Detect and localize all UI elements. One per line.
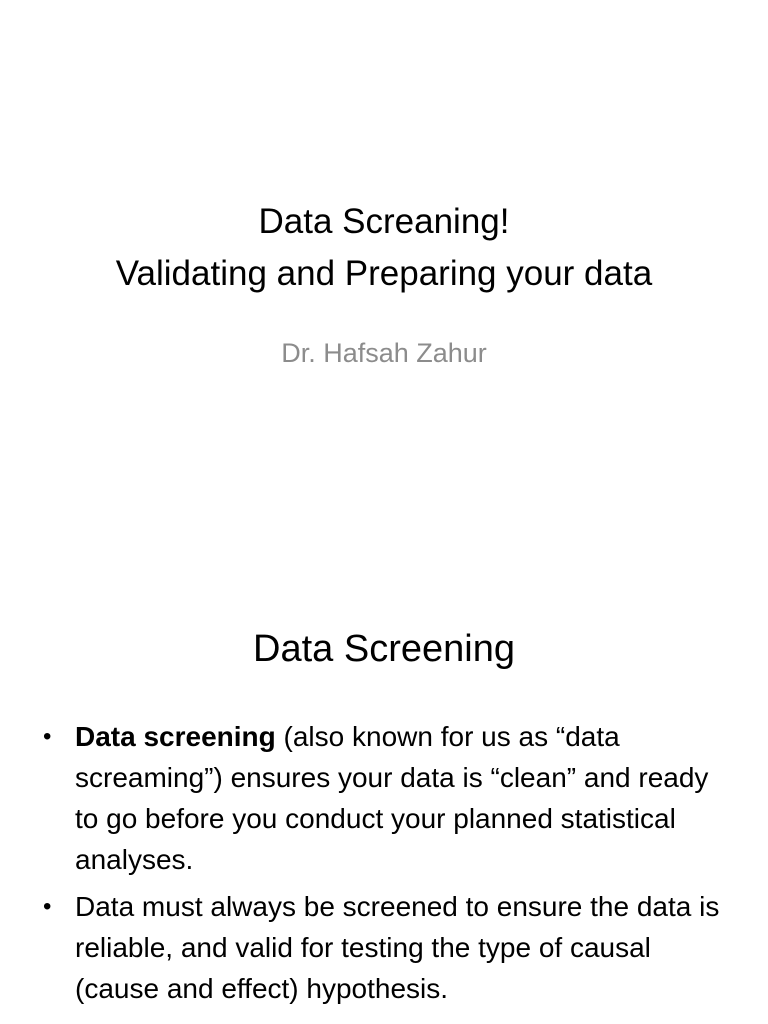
- bullet-text: Data must always be screened to ensure the data is reliable, and valid for testing the type of causal (cause and effect) hypothesis.: [75, 891, 720, 1004]
- bullet-icon: •: [43, 723, 52, 750]
- slide-subtitle: Dr. Hafsah Zahur: [281, 338, 487, 368]
- slide-title-line-1: Data Screaning!: [258, 202, 510, 241]
- content-slide-title: Data Screening: [253, 628, 515, 670]
- bullet-list: [40, 716, 730, 1015]
- bullet-item: [40, 716, 730, 880]
- bullet-icon: •: [43, 893, 52, 920]
- bullet-bold-lead: Data screening: [75, 721, 276, 752]
- content-slide: [0, 576, 768, 1024]
- slide-title: [0, 196, 768, 300]
- slide-title-line-2: Validating and Preparing your data: [115, 254, 653, 293]
- bullet-text: (also known for us as “data screaming”) ensures your data is “clean” and ready to go before you conduct your planned statistical analyses.: [75, 721, 709, 875]
- bullet-item: [40, 886, 730, 1009]
